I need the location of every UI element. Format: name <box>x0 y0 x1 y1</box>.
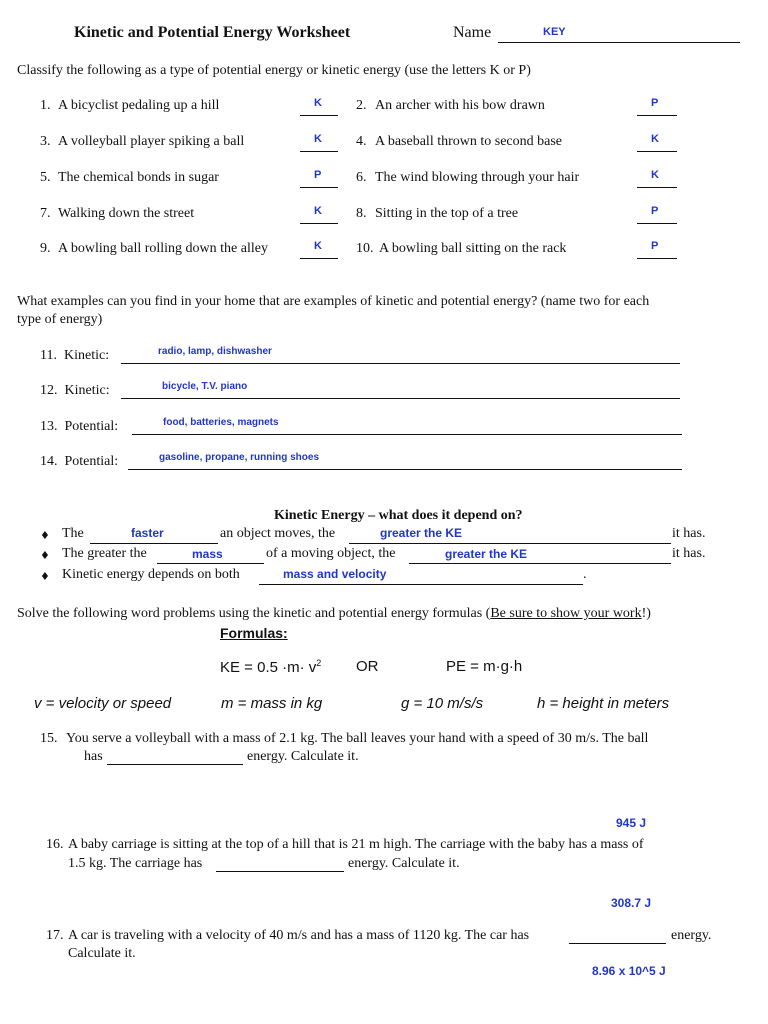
answer-letter: K <box>651 133 659 145</box>
answer-letter: P <box>651 205 659 217</box>
item-number: 9. <box>40 241 51 256</box>
answer-blank[interactable] <box>637 258 677 259</box>
item-number: 1. <box>40 98 51 113</box>
problem-number: 15. <box>40 731 58 746</box>
answer-blank[interactable] <box>300 187 338 188</box>
example-blank[interactable] <box>121 398 680 399</box>
answer-letter: K <box>314 97 322 109</box>
answer-blank[interactable] <box>637 187 677 188</box>
problem-number: 17. <box>46 928 64 943</box>
problem16-line2-pre: 1.5 kg. The carriage has <box>68 856 203 871</box>
item-number: 2. <box>356 98 367 113</box>
bullet1-text-end: it has. <box>672 526 706 541</box>
bullet2-text-pre: The greater the <box>62 546 147 561</box>
ke-formula-text: KE = 0.5 ·m· v <box>220 659 317 676</box>
pe-formula: PE = m·g·h <box>446 658 523 675</box>
item-number: 6. <box>356 170 367 185</box>
bullet2-text-mid: of a moving object, the <box>266 546 396 561</box>
bullet3-blank[interactable] <box>259 584 583 585</box>
answer-letter: K <box>651 169 659 181</box>
bullet1-blank2[interactable] <box>349 543 671 544</box>
problem17-line2: Calculate it. <box>68 946 136 961</box>
problem15-line1: You serve a volleyball with a mass of 2.1 kg. The ball leaves your hand with a speed of 30 m/s. The ball <box>66 731 649 746</box>
bullet-icon: ♦ <box>40 570 50 583</box>
bullet1-text-pre: The <box>62 526 84 541</box>
bullet1-answer1: faster <box>131 526 164 540</box>
def-height: h = height in meters <box>537 695 670 712</box>
example-label: 11. Kinetic: <box>40 348 110 363</box>
example-answer: radio, lamp, dishwasher <box>158 346 272 357</box>
classify-instruction: Classify the following as a type of potential energy or kinetic energy (use the letters K or P) <box>17 63 531 78</box>
answer-blank[interactable] <box>637 223 677 224</box>
item-text: A bowling ball sitting on the rack <box>379 241 567 256</box>
answer-blank[interactable] <box>637 115 677 116</box>
bullet3-text-end: . <box>583 567 587 582</box>
problem15-line2-post: energy. Calculate it. <box>247 749 359 764</box>
bullet2-answer1: mass <box>192 547 223 561</box>
home-examples-instruction-1: What examples can you find in your home that are examples of kinetic and potential energy? (name two for each <box>17 294 650 309</box>
answer-letter: P <box>651 240 659 252</box>
problem-number: 16. <box>46 837 64 852</box>
item-number: 5. <box>40 170 51 185</box>
bullet-icon: ♦ <box>40 529 50 542</box>
item-text: A bicyclist pedaling up a hill <box>58 98 220 113</box>
item-number: 8. <box>356 206 367 221</box>
word-problems-instruction <box>17 606 651 622</box>
def-mass: m = mass in kg <box>221 695 323 712</box>
answer-blank[interactable] <box>300 258 338 259</box>
answer-letter: K <box>314 205 322 217</box>
problem17-line1-post: energy. <box>671 928 712 943</box>
bullet-icon: ♦ <box>40 549 50 562</box>
problem17-line1-pre: A car is traveling with a velocity of 40 m/s and has a mass of 1120 kg. The car has <box>68 928 530 943</box>
problem15-answer: 945 J <box>616 816 647 830</box>
item-text: A baseball thrown to second base <box>375 134 563 149</box>
home-examples-instruction-2: type of energy) <box>17 312 103 327</box>
bullet2-answer2: greater the KE <box>445 547 528 561</box>
answer-letter: K <box>314 240 322 252</box>
item-text: Walking down the street <box>58 206 195 221</box>
item-number: 10. <box>356 241 374 256</box>
or-label: OR <box>356 658 379 675</box>
name-field[interactable] <box>498 42 740 43</box>
problem15-line2-pre: has <box>84 749 103 764</box>
instruction-underlined: Be sure to show your work <box>490 606 642 621</box>
item-number: 7. <box>40 206 51 221</box>
item-text: The wind blowing through your hair <box>375 170 580 185</box>
bullet1-blank1[interactable] <box>90 543 218 544</box>
bullet2-blank1[interactable] <box>157 563 264 564</box>
example-answer: bicycle, T.V. piano <box>162 381 248 392</box>
example-answer: food, batteries, magnets <box>163 417 279 428</box>
ke-formula <box>220 658 321 676</box>
bullet2-text-end: it has. <box>672 546 706 561</box>
example-blank[interactable] <box>132 434 682 435</box>
example-answer: gasoline, propane, running shoes <box>159 452 320 463</box>
answer-blank[interactable] <box>300 223 338 224</box>
item-text: A volleyball player spiking a ball <box>58 134 245 149</box>
name-label: Name <box>453 24 492 41</box>
answer-letter: K <box>314 133 322 145</box>
problem15-blank[interactable] <box>107 764 243 765</box>
def-velocity: v = velocity or speed <box>34 695 172 712</box>
bullet2-blank2[interactable] <box>409 563 671 564</box>
bullet3-answer: mass and velocity <box>283 567 387 581</box>
item-number: 3. <box>40 134 51 149</box>
item-text: Sitting in the top of a tree <box>375 206 519 221</box>
problem16-answer: 308.7 J <box>611 896 652 910</box>
def-gravity: g = 10 m/s/s <box>401 695 484 712</box>
name-answer: KEY <box>543 26 566 38</box>
problem17-answer: 8.96 x 10^5 J <box>592 964 666 978</box>
answer-blank[interactable] <box>637 151 677 152</box>
problem16-line1: A baby carriage is sitting at the top of a hill that is 21 m high. The carriage with the baby has a mass of <box>68 837 644 852</box>
answer-blank[interactable] <box>300 115 338 116</box>
formulas-heading: Formulas: <box>220 625 288 641</box>
example-label: 12. Kinetic: <box>40 383 110 398</box>
instruction-pre: Solve the following word problems using the kinetic and potential energy formulas ( <box>17 606 491 621</box>
problem16-line2-post: energy. Calculate it. <box>348 856 460 871</box>
item-number: 4. <box>356 134 367 149</box>
answer-letter: P <box>651 97 659 109</box>
example-blank[interactable] <box>121 363 680 364</box>
answer-blank[interactable] <box>300 151 338 152</box>
worksheet-title: Kinetic and Potential Energy Worksheet <box>74 24 351 41</box>
problem16-blank[interactable] <box>216 871 344 872</box>
example-blank[interactable] <box>128 469 682 470</box>
problem17-blank[interactable] <box>569 943 666 944</box>
instruction-post: !) <box>641 606 651 621</box>
example-label: 14. Potential: <box>40 454 119 469</box>
answer-letter: P <box>314 169 322 181</box>
ke-exponent: 2 <box>316 658 322 668</box>
kinetic-heading: Kinetic Energy – what does it depend on? <box>274 508 523 523</box>
item-text: An archer with his bow drawn <box>375 98 545 113</box>
item-text: The chemical bonds in sugar <box>58 170 219 185</box>
example-label: 13. Potential: <box>40 419 119 434</box>
bullet1-text-mid: an object moves, the <box>220 526 336 541</box>
bullet3-text-pre: Kinetic energy depends on both <box>62 567 240 582</box>
item-text: A bowling ball rolling down the alley <box>58 241 268 256</box>
bullet1-answer2: greater the KE <box>380 526 463 540</box>
